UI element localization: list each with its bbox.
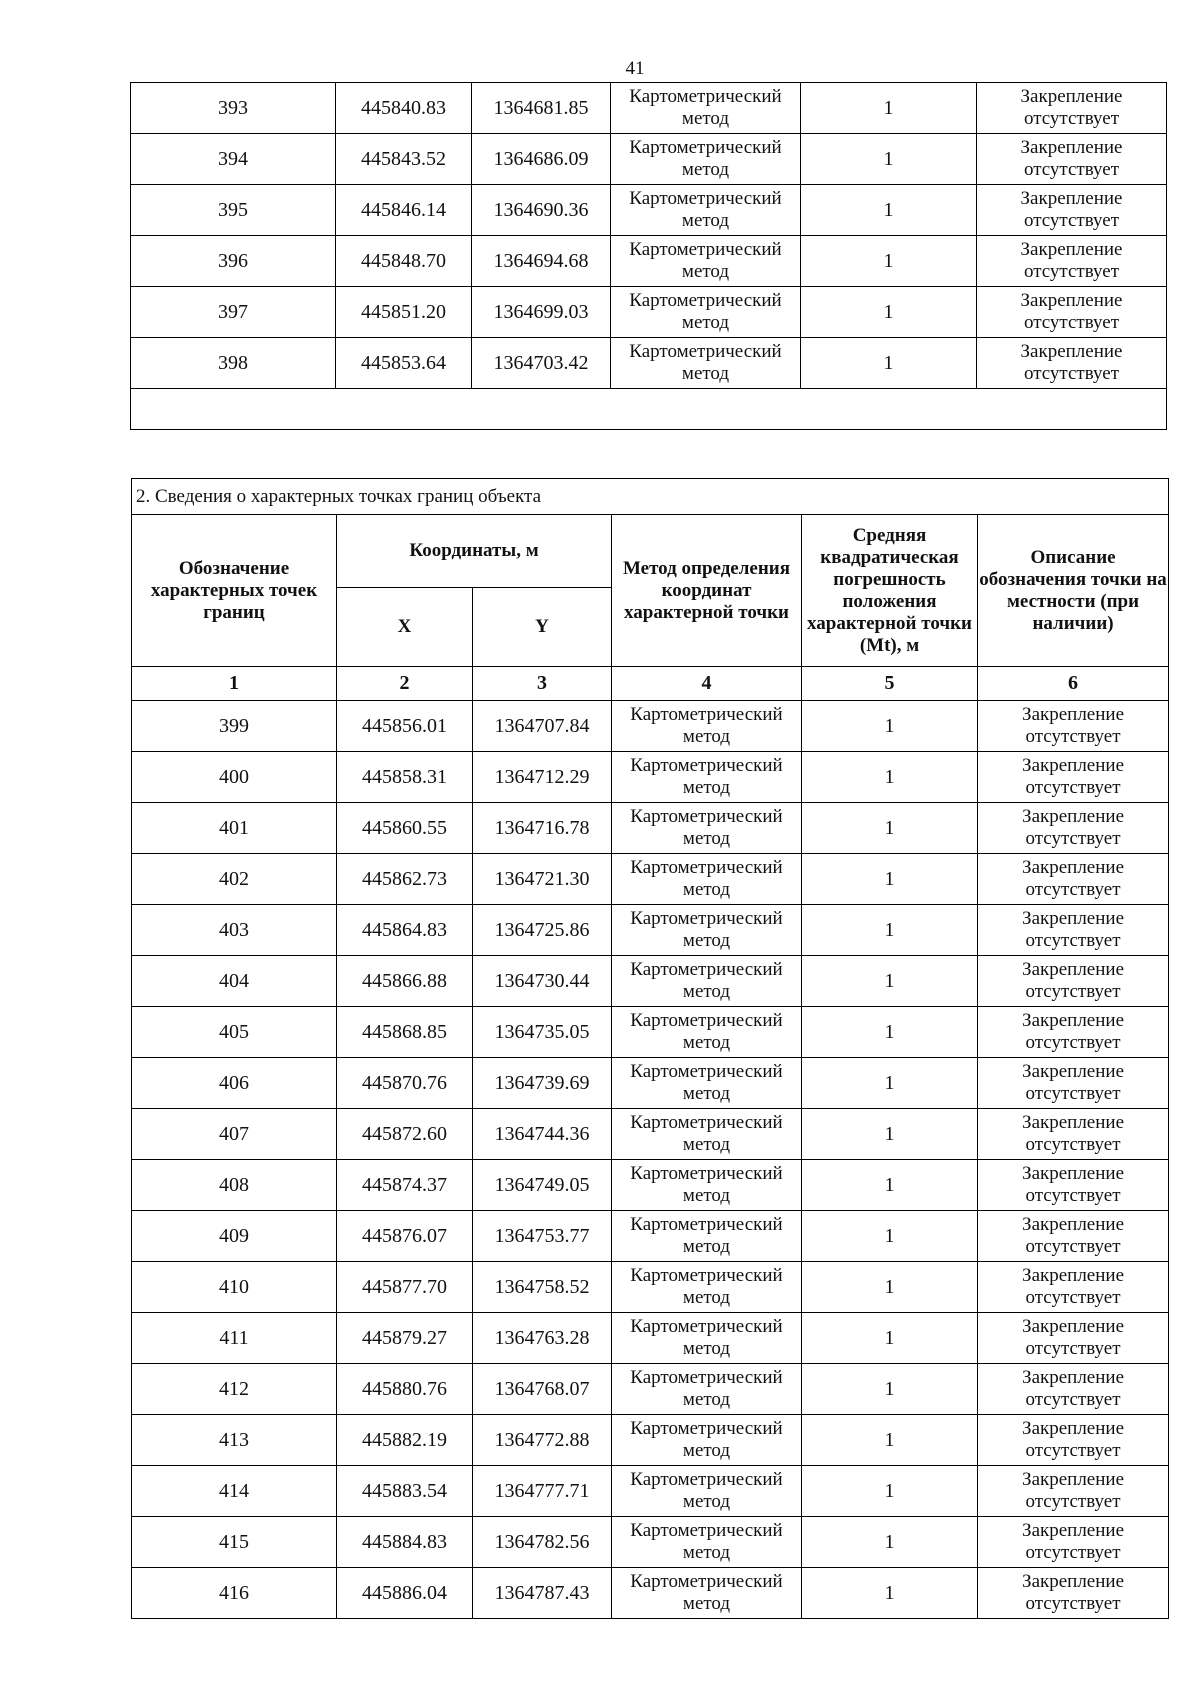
method-cell: Картометрический метод bbox=[611, 338, 801, 389]
column-number: 2 bbox=[337, 667, 473, 701]
description-cell: Закрепление отсутствует bbox=[978, 905, 1169, 956]
point-number: 403 bbox=[132, 905, 337, 956]
method-cell: Картометрический метод bbox=[612, 1568, 802, 1619]
error-cell: 1 bbox=[802, 1466, 978, 1517]
point-number: 414 bbox=[132, 1466, 337, 1517]
table-row bbox=[132, 1364, 1169, 1415]
column-number: 3 bbox=[473, 667, 612, 701]
method-cell: Картометрический метод bbox=[611, 83, 801, 134]
header-coordinates: Координаты, м bbox=[337, 515, 612, 588]
coordinate-y: 1364725.86 bbox=[473, 905, 612, 956]
coordinate-y: 1364768.07 bbox=[473, 1364, 612, 1415]
top-table bbox=[130, 82, 1167, 430]
error-cell: 1 bbox=[802, 1313, 978, 1364]
table-row bbox=[132, 1160, 1169, 1211]
method-cell: Картометрический метод bbox=[612, 1517, 802, 1568]
table-row bbox=[132, 701, 1169, 752]
coordinate-x: 445858.31 bbox=[337, 752, 473, 803]
error-cell: 1 bbox=[801, 236, 977, 287]
method-cell: Картометрический метод bbox=[612, 1262, 802, 1313]
table-row bbox=[132, 1568, 1169, 1619]
table-row bbox=[131, 83, 1167, 134]
point-number: 401 bbox=[132, 803, 337, 854]
error-cell: 1 bbox=[801, 287, 977, 338]
method-cell: Картометрический метод bbox=[612, 1160, 802, 1211]
error-cell: 1 bbox=[801, 338, 977, 389]
coordinate-x: 445862.73 bbox=[337, 854, 473, 905]
description-cell: Закрепление отсутствует bbox=[978, 1313, 1169, 1364]
description-cell: Закрепление отсутствует bbox=[978, 1517, 1169, 1568]
coordinate-y: 1364758.52 bbox=[473, 1262, 612, 1313]
empty-row bbox=[131, 389, 1167, 430]
point-number: 413 bbox=[132, 1415, 337, 1466]
table-row bbox=[131, 236, 1167, 287]
method-cell: Картометрический метод bbox=[611, 134, 801, 185]
error-cell: 1 bbox=[802, 1517, 978, 1568]
coordinate-x: 445870.76 bbox=[337, 1058, 473, 1109]
table-row bbox=[131, 134, 1167, 185]
coordinate-y: 1364686.09 bbox=[472, 134, 611, 185]
coordinate-y: 1364707.84 bbox=[473, 701, 612, 752]
point-number: 407 bbox=[132, 1109, 337, 1160]
method-cell: Картометрический метод bbox=[612, 1007, 802, 1058]
error-cell: 1 bbox=[802, 752, 978, 803]
description-cell: Закрепление отсутствует bbox=[978, 1109, 1169, 1160]
table-row bbox=[132, 905, 1169, 956]
error-cell: 1 bbox=[802, 1568, 978, 1619]
error-cell: 1 bbox=[801, 134, 977, 185]
description-cell: Закрепление отсутствует bbox=[978, 1568, 1169, 1619]
table-row bbox=[131, 338, 1167, 389]
table-row bbox=[132, 1262, 1169, 1313]
coordinate-x: 445848.70 bbox=[336, 236, 472, 287]
point-number: 393 bbox=[131, 83, 336, 134]
coordinate-x: 445882.19 bbox=[337, 1415, 473, 1466]
coordinate-x: 445877.70 bbox=[337, 1262, 473, 1313]
column-number: 6 bbox=[978, 667, 1169, 701]
description-cell: Закрепление отсутствует bbox=[978, 1415, 1169, 1466]
method-cell: Картометрический метод bbox=[612, 1466, 802, 1517]
method-cell: Картометрический метод bbox=[612, 1058, 802, 1109]
error-cell: 1 bbox=[802, 1160, 978, 1211]
table-row bbox=[132, 854, 1169, 905]
method-cell: Картометрический метод bbox=[612, 1211, 802, 1262]
coordinate-y: 1364681.85 bbox=[472, 83, 611, 134]
description-cell: Закрепление отсутствует bbox=[977, 185, 1167, 236]
table-row bbox=[132, 1415, 1169, 1466]
point-number: 408 bbox=[132, 1160, 337, 1211]
column-number: 1 bbox=[132, 667, 337, 701]
description-cell: Закрепление отсутствует bbox=[978, 1058, 1169, 1109]
header-y: Y bbox=[473, 588, 612, 667]
error-cell: 1 bbox=[802, 1415, 978, 1466]
method-cell: Картометрический метод bbox=[612, 701, 802, 752]
table-row bbox=[132, 1313, 1169, 1364]
coordinate-y: 1364763.28 bbox=[473, 1313, 612, 1364]
description-cell: Закрепление отсутствует bbox=[978, 956, 1169, 1007]
method-cell: Картометрический метод bbox=[611, 236, 801, 287]
description-cell: Закрепление отсутствует bbox=[977, 83, 1167, 134]
coordinate-y: 1364753.77 bbox=[473, 1211, 612, 1262]
page-number: 41 bbox=[625, 58, 645, 79]
description-cell: Закрепление отсутствует bbox=[978, 854, 1169, 905]
coordinate-y: 1364694.68 bbox=[472, 236, 611, 287]
coordinate-y: 1364712.29 bbox=[473, 752, 612, 803]
coordinate-y: 1364777.71 bbox=[473, 1466, 612, 1517]
point-number: 412 bbox=[132, 1364, 337, 1415]
point-number: 406 bbox=[132, 1058, 337, 1109]
coordinate-x: 445840.83 bbox=[336, 83, 472, 134]
top-table-body bbox=[131, 83, 1167, 430]
description-cell: Закрепление отсутствует bbox=[978, 1262, 1169, 1313]
point-number: 395 bbox=[131, 185, 336, 236]
column-number: 5 bbox=[802, 667, 978, 701]
coordinate-y: 1364721.30 bbox=[473, 854, 612, 905]
coordinate-y: 1364703.42 bbox=[472, 338, 611, 389]
method-cell: Картометрический метод bbox=[612, 1109, 802, 1160]
error-cell: 1 bbox=[802, 1109, 978, 1160]
error-cell: 1 bbox=[802, 1211, 978, 1262]
table-row bbox=[132, 1211, 1169, 1262]
description-cell: Закрепление отсутствует bbox=[978, 701, 1169, 752]
description-cell: Закрепление отсутствует bbox=[978, 1364, 1169, 1415]
coordinate-x: 445872.60 bbox=[337, 1109, 473, 1160]
description-cell: Закрепление отсутствует bbox=[977, 338, 1167, 389]
coordinate-x: 445860.55 bbox=[337, 803, 473, 854]
point-number: 404 bbox=[132, 956, 337, 1007]
description-cell: Закрепление отсутствует bbox=[978, 752, 1169, 803]
point-number: 411 bbox=[132, 1313, 337, 1364]
table-row bbox=[132, 752, 1169, 803]
method-cell: Картометрический метод bbox=[611, 287, 801, 338]
method-cell: Картометрический метод bbox=[612, 1415, 802, 1466]
error-cell: 1 bbox=[802, 854, 978, 905]
point-number: 394 bbox=[131, 134, 336, 185]
coordinate-y: 1364699.03 bbox=[472, 287, 611, 338]
table-row bbox=[132, 803, 1169, 854]
table-row bbox=[132, 1058, 1169, 1109]
coordinate-x: 445856.01 bbox=[337, 701, 473, 752]
point-number: 410 bbox=[132, 1262, 337, 1313]
error-cell: 1 bbox=[802, 956, 978, 1007]
coordinate-y: 1364787.43 bbox=[473, 1568, 612, 1619]
coordinate-x: 445846.14 bbox=[336, 185, 472, 236]
coordinate-x: 445851.20 bbox=[336, 287, 472, 338]
description-cell: Закрепление отсутствует bbox=[977, 134, 1167, 185]
main-table bbox=[131, 478, 1169, 1619]
header-error: Средняя квадратическая погрешность положения характерной точки (Mt), м bbox=[802, 515, 978, 667]
coordinate-x: 445884.83 bbox=[337, 1517, 473, 1568]
table-row bbox=[132, 1007, 1169, 1058]
table-row bbox=[131, 185, 1167, 236]
column-number: 4 bbox=[612, 667, 802, 701]
point-number: 396 bbox=[131, 236, 336, 287]
description-cell: Закрепление отсутствует bbox=[978, 1007, 1169, 1058]
description-cell: Закрепление отсутствует bbox=[978, 803, 1169, 854]
coordinate-x: 445880.76 bbox=[337, 1364, 473, 1415]
point-number: 400 bbox=[132, 752, 337, 803]
coordinate-x: 445868.85 bbox=[337, 1007, 473, 1058]
table-row bbox=[131, 287, 1167, 338]
coordinate-y: 1364782.56 bbox=[473, 1517, 612, 1568]
method-cell: Картометрический метод bbox=[612, 1313, 802, 1364]
error-cell: 1 bbox=[802, 1262, 978, 1313]
coordinate-y: 1364735.05 bbox=[473, 1007, 612, 1058]
empty-cell bbox=[131, 389, 1167, 430]
column-number-row bbox=[132, 667, 1169, 701]
coordinate-x: 445864.83 bbox=[337, 905, 473, 956]
header-x: X bbox=[337, 588, 473, 667]
description-cell: Закрепление отсутствует bbox=[978, 1466, 1169, 1517]
coordinate-x: 445886.04 bbox=[337, 1568, 473, 1619]
method-cell: Картометрический метод bbox=[612, 803, 802, 854]
error-cell: 1 bbox=[802, 905, 978, 956]
method-cell: Картометрический метод bbox=[612, 752, 802, 803]
coordinate-y: 1364772.88 bbox=[473, 1415, 612, 1466]
table-row bbox=[132, 956, 1169, 1007]
header-designation: Обозначение характерных точек границ bbox=[132, 515, 337, 667]
coordinate-x: 445843.52 bbox=[336, 134, 472, 185]
header-method: Метод определения координат характерной точки bbox=[612, 515, 802, 667]
method-cell: Картометрический метод bbox=[612, 854, 802, 905]
point-number: 399 bbox=[132, 701, 337, 752]
coordinate-x: 445879.27 bbox=[337, 1313, 473, 1364]
method-cell: Картометрический метод bbox=[611, 185, 801, 236]
error-cell: 1 bbox=[802, 701, 978, 752]
description-cell: Закрепление отсутствует bbox=[978, 1160, 1169, 1211]
table-row bbox=[132, 1517, 1169, 1568]
coordinate-x: 445853.64 bbox=[336, 338, 472, 389]
coordinate-y: 1364716.78 bbox=[473, 803, 612, 854]
table-row bbox=[132, 1109, 1169, 1160]
coordinate-y: 1364749.05 bbox=[473, 1160, 612, 1211]
description-cell: Закрепление отсутствует bbox=[977, 236, 1167, 287]
point-number: 416 bbox=[132, 1568, 337, 1619]
point-number: 398 bbox=[131, 338, 336, 389]
description-cell: Закрепление отсутствует bbox=[978, 1211, 1169, 1262]
point-number: 405 bbox=[132, 1007, 337, 1058]
coordinate-y: 1364744.36 bbox=[473, 1109, 612, 1160]
error-cell: 1 bbox=[801, 83, 977, 134]
point-number: 415 bbox=[132, 1517, 337, 1568]
point-number: 402 bbox=[132, 854, 337, 905]
method-cell: Картометрический метод bbox=[612, 956, 802, 1007]
description-cell: Закрепление отсутствует bbox=[977, 287, 1167, 338]
point-number: 409 bbox=[132, 1211, 337, 1262]
point-number: 397 bbox=[131, 287, 336, 338]
table-row bbox=[132, 1466, 1169, 1517]
coordinate-y: 1364739.69 bbox=[473, 1058, 612, 1109]
coordinate-y: 1364730.44 bbox=[473, 956, 612, 1007]
error-cell: 1 bbox=[801, 185, 977, 236]
header-description: Описание обозначения точки на местности (при наличии) bbox=[978, 515, 1169, 667]
error-cell: 1 bbox=[802, 1007, 978, 1058]
coordinate-x: 445866.88 bbox=[337, 956, 473, 1007]
method-cell: Картометрический метод bbox=[612, 905, 802, 956]
main-table-body bbox=[132, 701, 1169, 1619]
error-cell: 1 bbox=[802, 1364, 978, 1415]
error-cell: 1 bbox=[802, 1058, 978, 1109]
error-cell: 1 bbox=[802, 803, 978, 854]
section-title: 2. Сведения о характерных точках границ объекта bbox=[132, 479, 1169, 515]
method-cell: Картометрический метод bbox=[612, 1364, 802, 1415]
coordinate-x: 445883.54 bbox=[337, 1466, 473, 1517]
coordinate-x: 445874.37 bbox=[337, 1160, 473, 1211]
coordinate-x: 445876.07 bbox=[337, 1211, 473, 1262]
coordinate-y: 1364690.36 bbox=[472, 185, 611, 236]
